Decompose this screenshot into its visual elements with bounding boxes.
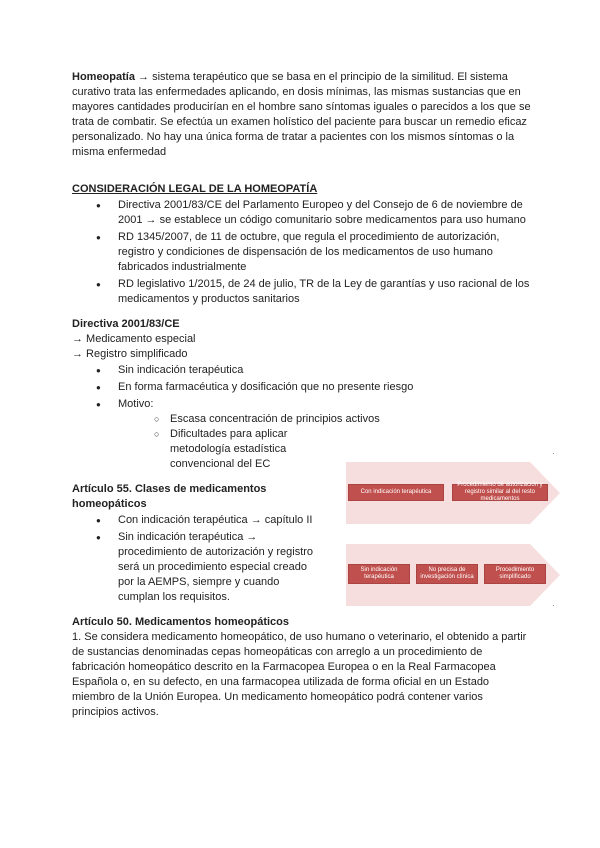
list-item: ● En forma farmacéutica y dosificación que no presente riesgo [108, 380, 532, 395]
list-item: ● Directiva 2001/83/CE del Parlamento Europeo y del Consejo de 6 de noviembre de 2001 → se establece un código comunitario sobre medicamentos para uso humano [108, 198, 532, 228]
article-55 [72, 482, 327, 605]
diagram-box: Con indicación terapéutica [348, 484, 444, 501]
intro-term: Homeopatía [72, 71, 135, 83]
motivo-label: Motivo: [118, 398, 154, 410]
article-55-title: Artículo 55. Clases de medicamentos homeopáticos [72, 483, 267, 510]
diagram-handle-dot: · [552, 601, 555, 610]
article-50-title: Artículo 50. Medicamentos homeopáticos [72, 616, 289, 628]
diagram-handle-dot: · [552, 449, 555, 458]
list-item: ● Sin indicación terapéutica [108, 363, 532, 378]
legal-list [72, 198, 532, 307]
list-item: ○ Dificultades para aplicar metodología estadística convencional del EC [158, 427, 350, 472]
list-item: ○ Escasa concentración de principios activos [158, 412, 532, 427]
directiva-line-1: → Medicamento especial [72, 333, 196, 345]
list-item: ● RD legislativo 1/2015, de 24 de julio, TR de la Ley de garantías y uso racional de los medicamentos y productos sanitarios [108, 277, 532, 307]
list-item: ● Con indicación terapéutica → capítulo II [108, 513, 327, 528]
article-50-text: 1. Se considera medicamento homeopático, de uso humano o veterinario, el obtenido a partir de sustancias denominadas cepas homeopáticas con arreglo a un procedimiento de fabricación homeopático descrito en la Farmacopea Europea o en la Real Farmacopea Española o, en su defecto, en una farmacopea utilizada de forma oficial en un Estado miembro de la Unión Europea. Un medicamento homeopático podrá contener varios principios activos. [72, 631, 527, 718]
diagram-box: No precisa de investigación clínica [416, 564, 478, 584]
list-item: ● RD 1345/2007, de 11 de octubre, que regula el procedimiento de autorización, registro y condiciones de dispensación de los medicamentos de uso humano fabricados industrialmente [108, 230, 532, 275]
document-page [72, 70, 532, 720]
diagram-box: Procedimiento de autorización y registro similar al del resto medicamentos [452, 484, 548, 501]
directiva-title: Directiva 2001/83/CE [72, 318, 180, 330]
directiva-line-2: → Registro simplificado [72, 348, 188, 360]
intro-text: → sistema terapéutico que se basa en el principio de la similitud. El sistema curativo trata las enfermedades aplicando, en dosis mínimas, las mismas sustancias que en mayores cantidades producirían en el hombre sano síntomas iguales o parecidos a los que se trata de combatir. Se efectúa un examen holístico del paciente para buscar un remedio eficaz personalizado. No hay una única forma de tratar a pacientes con los mismos síntomas o la misma enfermedad [72, 71, 531, 158]
intro-paragraph [72, 70, 532, 160]
article-55-list [72, 513, 327, 605]
diagram-box: Sin indicación terapéutica [348, 564, 410, 584]
legal-section-title: CONSIDERACIÓN LEGAL DE LA HOMEOPATÍA [72, 183, 318, 195]
list-item: ● Sin indicación terapéutica → procedimiento de autorización y registro será un procedimiento especial creado por la AEMPS, siempre y cuando cumplan los requisitos. [108, 530, 318, 605]
process-diagram [340, 448, 572, 613]
diagram-box: Procedimiento simplificado [484, 564, 546, 584]
